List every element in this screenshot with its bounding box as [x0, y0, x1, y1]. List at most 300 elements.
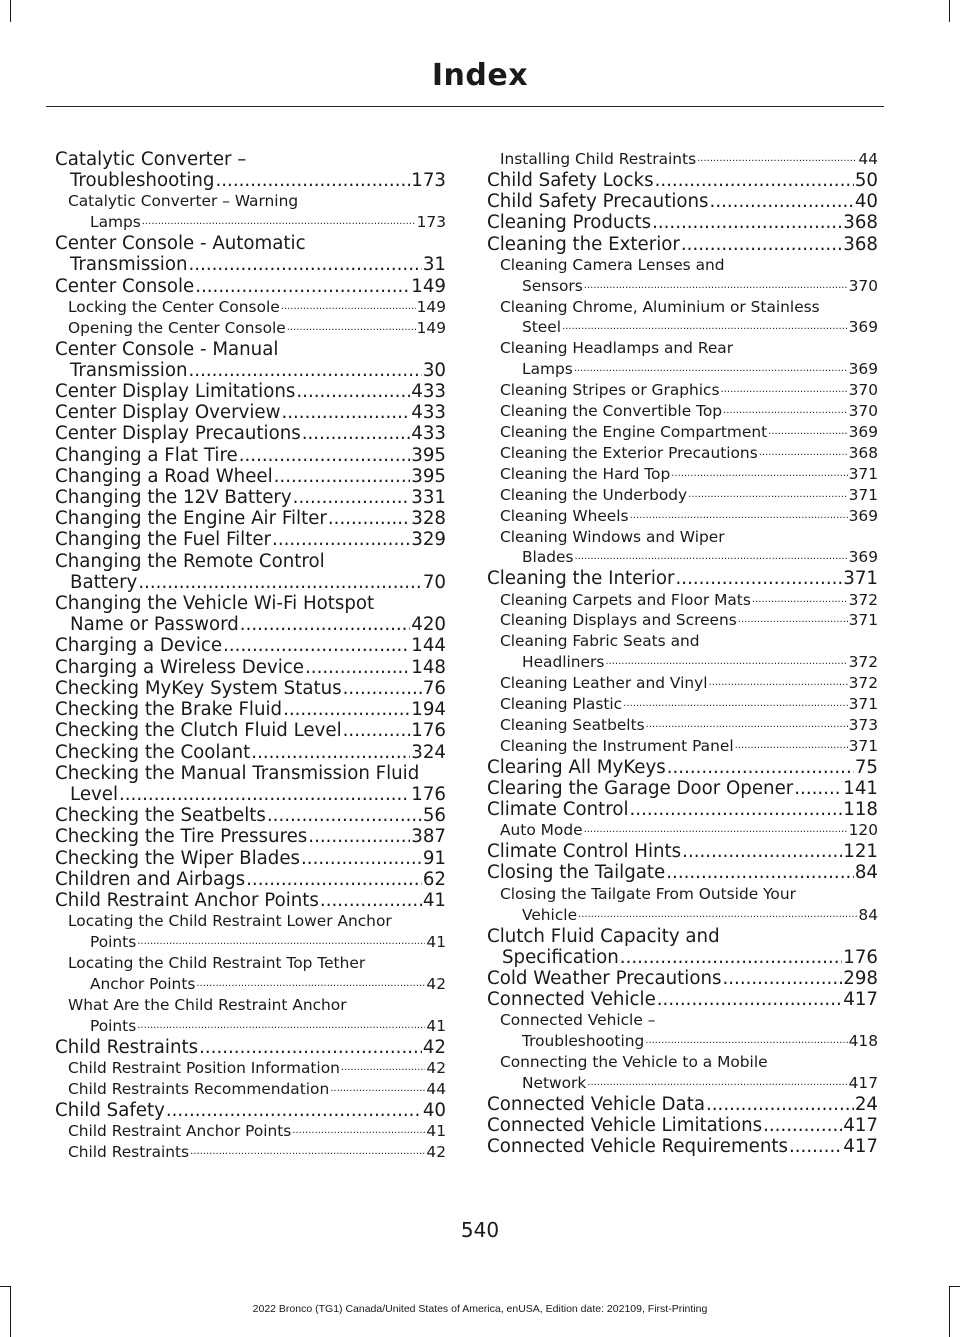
entry-page-number: 395: [411, 465, 446, 487]
entry-text: Center Display Limitations: [55, 381, 296, 403]
index-entry: [55, 445, 446, 466]
index-entry: [55, 276, 446, 297]
entry-page-number: 368: [843, 212, 878, 234]
dot-leader: [655, 170, 854, 191]
index-entry: [55, 657, 446, 678]
entry-text: Climate Control: [487, 799, 629, 821]
entry-text: Center Display Precautions: [55, 423, 301, 445]
index-entry: [487, 443, 878, 464]
entry-text: Cleaning Fabric Seats and: [500, 632, 700, 651]
index-entry: [487, 841, 878, 862]
entry-text: Cleaning the Exterior Precautions: [500, 443, 758, 462]
entry-text: Center Console - Manual: [55, 338, 279, 360]
entry-page-number: 84: [854, 862, 878, 884]
dot-leader: [657, 989, 843, 1010]
dot-leader: [768, 422, 847, 443]
entry-page-number: 369: [848, 422, 878, 441]
dot-leader: [189, 254, 422, 275]
entry-text: Opening the Center Console: [68, 318, 286, 337]
dot-leader: [251, 742, 410, 763]
entry-text: Cleaning Leather and Vinyl: [500, 674, 708, 693]
index-entry: [487, 1115, 878, 1136]
dot-leader: [697, 149, 857, 170]
index-entry: [487, 170, 878, 191]
index-entry: [55, 1100, 446, 1121]
index-entry: [55, 1058, 446, 1079]
entry-text: Cleaning Carpets and Floor Mats: [500, 590, 751, 609]
entry-text: Cleaning Chrome, Aluminium or Stainless: [500, 297, 820, 316]
dot-leader: [630, 506, 848, 527]
index-entry: [55, 763, 446, 805]
index-entry: [55, 635, 446, 656]
entry-page-number: 372: [848, 674, 878, 693]
entry-page-number: 329: [411, 529, 446, 551]
index-entry: [55, 1121, 446, 1142]
index-entry: [487, 1094, 878, 1115]
entry-text: Points: [90, 933, 137, 952]
entry-text: Lamps: [90, 213, 141, 232]
entry-page-number: 370: [848, 402, 878, 421]
dot-leader: [587, 1073, 847, 1094]
entry-page-number: 370: [848, 381, 878, 400]
index-entry: [487, 255, 878, 297]
index-entry: [487, 757, 878, 778]
dot-leader: [584, 276, 848, 297]
dot-leader: [630, 799, 843, 820]
index-entry: [487, 590, 878, 611]
dot-leader: [723, 401, 848, 422]
entry-text: Vehicle: [522, 905, 578, 924]
entry-text: Checking the Tire Pressures: [55, 826, 308, 848]
index-entry: [55, 911, 446, 953]
entry-page-number: 144: [411, 635, 446, 657]
entry-page-number: 41: [426, 1016, 446, 1035]
entry-text: Child Safety: [55, 1099, 165, 1121]
index-column-left: [55, 149, 446, 1163]
entry-text: Cleaning the Underbody: [500, 485, 688, 504]
entry-text: Child Restraints: [55, 1036, 199, 1058]
index-entry: [487, 989, 878, 1010]
entry-page-number: 31: [422, 254, 446, 276]
entry-text: Cleaning Plastic: [500, 695, 623, 714]
index-entry: [487, 968, 878, 989]
entry-page-number: 40: [422, 1099, 446, 1121]
index-entry: [55, 423, 446, 444]
entry-text: Child Restraint Position Information: [68, 1058, 340, 1077]
entry-text: Locating the Child Restraint Lower Anchor: [68, 912, 392, 931]
index-entry: [487, 820, 878, 841]
entry-text: Troubleshooting: [522, 1032, 645, 1051]
entry-text: Changing a Flat Tire: [55, 444, 238, 466]
entry-page-number: 44: [858, 150, 878, 168]
index-entry: [487, 212, 878, 233]
dot-leader: [138, 572, 422, 593]
dot-leader: [688, 485, 847, 506]
index-entry: [487, 464, 878, 485]
entry-page-number: 371: [848, 695, 878, 714]
entry-text: Center Console - Automatic: [55, 233, 306, 255]
entry-page-number: 41: [426, 933, 446, 952]
entry-text: Locating the Child Restraint Top Tether: [68, 953, 366, 972]
entry-page-number: 42: [426, 974, 446, 993]
entry-page-number: 433: [411, 381, 446, 403]
entry-text: Checking the Seatbelts: [55, 805, 266, 827]
entry-page-number: 120: [848, 821, 878, 840]
index-entry: [55, 848, 446, 869]
entry-text: Clearing the Garage Door Opener: [487, 777, 794, 799]
entry-page-number: 41: [422, 889, 446, 911]
entry-text: Cleaning Camera Lenses and: [500, 255, 725, 274]
dot-leader: [281, 297, 416, 318]
entry-page-number: 433: [411, 402, 446, 424]
entry-text: Specification: [502, 946, 619, 968]
entry-page-number: 369: [848, 360, 878, 379]
entry-text: Child Restraints: [68, 1142, 190, 1161]
entry-text: Catalytic Converter –: [55, 149, 247, 170]
dot-leader: [709, 673, 848, 694]
index-entry: [55, 720, 446, 741]
index-entry: [487, 527, 878, 569]
dot-leader: [682, 841, 842, 862]
entry-text: Cleaning Wheels: [500, 506, 629, 525]
dot-leader: [195, 276, 410, 297]
entry-page-number: 50: [854, 169, 878, 191]
index-entry: [55, 551, 446, 593]
entry-text: Connected Vehicle Requirements: [487, 1136, 788, 1158]
dot-leader: [189, 360, 422, 381]
dot-leader: [752, 590, 848, 611]
entry-text: Child Restraint Anchor Points: [68, 1121, 292, 1140]
crop-mark-bottom-right-h: [949, 1286, 960, 1287]
index-column-right: [487, 149, 878, 1158]
entry-page-number: 417: [848, 1074, 878, 1093]
dot-leader: [301, 848, 422, 869]
dot-leader: [620, 947, 843, 968]
entry-text: Closing the Tailgate From Outside Your: [500, 884, 796, 903]
crop-mark-top-left: [10, 0, 11, 22]
dot-leader: [287, 318, 416, 339]
entry-text: Cleaning Stripes or Graphics: [500, 381, 720, 400]
entry-page-number: 328: [411, 508, 446, 530]
entry-page-number: 62: [422, 868, 446, 890]
index-entry: [55, 339, 446, 381]
index-entry: [487, 191, 878, 212]
entry-page-number: 42: [426, 1058, 446, 1077]
entry-page-number: 371: [848, 485, 878, 504]
entry-text: Cleaning Displays and Screens: [500, 611, 737, 630]
entry-page-number: 418: [848, 1032, 878, 1051]
index-entry: [487, 610, 878, 631]
entry-text: Cleaning the Hard Top: [500, 464, 671, 483]
page-number: 540: [460, 1218, 500, 1242]
dot-leader: [652, 212, 842, 233]
entry-text: Changing the 12V Battery: [55, 487, 292, 509]
dot-leader: [302, 423, 411, 444]
dot-leader: [646, 715, 848, 736]
dot-leader: [794, 778, 842, 799]
entry-text: Cleaning the Convertible Top: [500, 402, 723, 421]
dot-leader: [645, 1031, 847, 1052]
entry-text: Connected Vehicle Data: [487, 1093, 705, 1115]
index-entry: [487, 338, 878, 380]
entry-text: Child Restraint Anchor Points: [55, 889, 319, 911]
entry-text: Checking the Coolant: [55, 741, 251, 763]
index-entry: [487, 673, 878, 694]
entry-page-number: 371: [848, 611, 878, 630]
index-entry: [487, 380, 878, 401]
dot-leader: [759, 443, 848, 464]
index-entry: [487, 736, 878, 757]
entry-page-number: 387: [411, 826, 446, 848]
entry-text: Cleaning Headlamps and Rear: [500, 339, 734, 358]
dot-leader: [574, 359, 848, 380]
entry-text: Connecting the Vehicle to a Mobile: [500, 1053, 768, 1072]
entry-page-number: 173: [411, 170, 446, 192]
entry-page-number: 70: [422, 571, 446, 593]
dot-leader: [763, 1115, 842, 1136]
dot-leader: [341, 1058, 426, 1079]
entry-page-number: 24: [854, 1093, 878, 1115]
entry-page-number: 30: [422, 359, 446, 381]
entry-text: Battery: [70, 571, 138, 593]
index-entry: [55, 805, 446, 826]
entry-text: Charging a Wireless Device: [55, 656, 304, 678]
entry-text: Child Restraints Recommendation: [68, 1079, 330, 1098]
entry-page-number: 369: [848, 548, 878, 567]
entry-text: Changing the Remote Control: [55, 550, 325, 572]
dot-leader: [722, 968, 842, 989]
entry-text: Level: [70, 783, 119, 805]
header-rule: [46, 106, 884, 107]
entry-text: Child Safety Locks: [487, 169, 654, 191]
entry-text: Changing the Vehicle Wi-Fi Hotspot: [55, 593, 375, 615]
entry-page-number: 298: [843, 967, 878, 989]
dot-leader: [190, 1142, 425, 1163]
dot-leader: [296, 381, 410, 402]
entry-page-number: 84: [858, 905, 878, 924]
entry-text: Transmission: [70, 254, 188, 276]
entry-text: Steel: [522, 318, 562, 337]
entry-text: Transmission: [70, 359, 188, 381]
entry-page-number: 173: [416, 213, 446, 232]
index-entry: [487, 799, 878, 820]
entry-text: Connected Vehicle: [487, 989, 656, 1011]
entry-page-number: 149: [411, 275, 446, 297]
entry-page-number: 56: [422, 805, 446, 827]
page-title: Index: [431, 58, 529, 93]
index-entry: [55, 191, 446, 233]
index-entry: [55, 402, 446, 423]
entry-text: Lamps: [522, 360, 573, 379]
dot-leader: [272, 529, 410, 550]
index-entry: [487, 506, 878, 527]
entry-page-number: 433: [411, 423, 446, 445]
dot-leader: [305, 657, 410, 678]
entry-page-number: 194: [411, 699, 446, 721]
entry-page-number: 324: [411, 741, 446, 763]
index-entry: [55, 826, 446, 847]
dot-leader: [293, 487, 411, 508]
entry-page-number: 76: [422, 677, 446, 699]
entry-page-number: 417: [843, 989, 878, 1011]
entry-text: Clearing All MyKeys: [487, 756, 666, 778]
entry-text: Headliners: [522, 653, 605, 672]
entry-page-number: 148: [411, 656, 446, 678]
entry-text: Anchor Points: [90, 974, 196, 993]
entry-page-number: 417: [843, 1115, 878, 1137]
dot-leader: [343, 678, 422, 699]
dot-leader: [223, 635, 410, 656]
index-entry: [55, 953, 446, 995]
index-entry: [55, 487, 446, 508]
entry-page-number: 371: [848, 736, 878, 755]
index-entry: [487, 715, 878, 736]
index-entry: [55, 529, 446, 550]
entry-text: Cleaning Windows and Wiper: [500, 527, 725, 546]
entry-text: Charging a Device: [55, 635, 223, 657]
index-entry: [487, 1136, 878, 1157]
entry-page-number: 369: [848, 506, 878, 525]
dot-leader: [735, 736, 848, 757]
dot-leader: [240, 614, 411, 635]
dot-leader: [671, 464, 847, 485]
dot-leader: [328, 508, 410, 529]
entry-text: Cleaning Products: [487, 212, 652, 234]
entry-page-number: 331: [411, 487, 446, 509]
index-entry: [487, 1052, 878, 1094]
entry-text: Cold Weather Precautions: [487, 967, 722, 989]
entry-text: Checking the Manual Transmission Fluid: [55, 762, 420, 784]
index-entry: [55, 742, 446, 763]
dot-leader: [320, 890, 422, 911]
dot-leader: [166, 1100, 422, 1121]
entry-text: Auto Mode: [500, 821, 583, 840]
index-entry: [55, 149, 446, 191]
dot-leader: [292, 1121, 425, 1142]
edition-footer: 2022 Bronco (TG1) Canada/United States of America, enUSA, Edition date: 202109, First-Printing: [252, 1303, 708, 1315]
entry-page-number: 149: [416, 297, 446, 316]
crop-mark-top-right: [949, 0, 950, 22]
entry-page-number: 40: [854, 191, 878, 213]
entry-text: Checking MyKey System Status: [55, 677, 342, 699]
dot-leader: [283, 699, 410, 720]
entry-text: Child Safety Precautions: [487, 191, 709, 213]
entry-text: Cleaning Seatbelts: [500, 715, 645, 734]
entry-page-number: 368: [848, 443, 878, 462]
entry-page-number: 41: [426, 1121, 446, 1140]
entry-text: Changing the Fuel Filter: [55, 529, 272, 551]
index-entry: [55, 318, 446, 339]
entry-page-number: 395: [411, 444, 446, 466]
entry-text: Blades: [522, 548, 574, 567]
dot-leader: [584, 820, 848, 841]
entry-page-number: 372: [848, 653, 878, 672]
entry-page-number: 121: [843, 841, 878, 863]
entry-text: Installing Child Restraints: [500, 150, 697, 168]
entry-text: Climate Control Hints: [487, 841, 682, 863]
dot-leader: [578, 905, 857, 926]
dot-leader: [196, 974, 425, 995]
dot-leader: [575, 547, 848, 568]
index-entry: [55, 678, 446, 699]
entry-page-number: 371: [843, 568, 878, 590]
index-entry: [55, 508, 446, 529]
index-entry: [487, 1010, 878, 1052]
entry-page-number: 373: [848, 715, 878, 734]
entry-text: Connected Vehicle –: [500, 1011, 656, 1030]
index-entry: [487, 297, 878, 339]
dot-leader: [681, 234, 842, 255]
dot-leader: [623, 694, 847, 715]
entry-text: Network: [522, 1074, 587, 1093]
index-entry: [487, 694, 878, 715]
index-entry: [55, 890, 446, 911]
entry-text: Center Display Overview: [55, 402, 281, 424]
entry-text: Checking the Clutch Fluid Level: [55, 720, 342, 742]
entry-text: Name or Password: [70, 614, 239, 636]
dot-leader: [789, 1136, 842, 1157]
dot-leader: [343, 720, 411, 741]
index-entry: [55, 593, 446, 635]
dot-leader: [267, 805, 422, 826]
dot-leader: [667, 757, 854, 778]
entry-page-number: 42: [422, 1036, 446, 1058]
entry-page-number: 118: [843, 799, 878, 821]
entry-page-number: 141: [843, 777, 878, 799]
entry-text: Connected Vehicle Limitations: [487, 1115, 763, 1137]
entry-page-number: 176: [843, 946, 878, 968]
entry-text: Troubleshooting: [70, 170, 215, 192]
dot-leader: [721, 380, 848, 401]
entry-page-number: 369: [848, 318, 878, 337]
index-entry: [487, 234, 878, 255]
entry-text: Locking the Center Console: [68, 297, 280, 316]
index-entry: [55, 869, 446, 890]
dot-leader: [308, 826, 410, 847]
entry-page-number: 42: [426, 1142, 446, 1161]
dot-leader: [119, 784, 410, 805]
entry-text: Cleaning the Instrument Panel: [500, 736, 734, 755]
entry-text: Sensors: [522, 276, 583, 295]
dot-leader: [215, 170, 410, 191]
index-entry: [487, 422, 878, 443]
dot-leader: [562, 317, 848, 338]
index-entry: [55, 1079, 446, 1100]
index-entry: [55, 1037, 446, 1058]
entry-page-number: 176: [411, 720, 446, 742]
dot-leader: [710, 191, 854, 212]
entry-page-number: 417: [843, 1136, 878, 1158]
dot-leader: [274, 466, 411, 487]
entry-text: Center Console: [55, 275, 195, 297]
entry-page-number: 371: [848, 464, 878, 483]
entry-page-number: 176: [411, 783, 446, 805]
index-entry: [487, 401, 878, 422]
index-entry: [487, 149, 878, 170]
entry-text: Clutch Fluid Capacity and: [487, 925, 720, 947]
dot-leader: [676, 568, 843, 589]
entry-text: Cleaning the Interior: [487, 568, 675, 590]
entry-page-number: 372: [848, 590, 878, 609]
index-entry: [55, 699, 446, 720]
entry-page-number: 75: [854, 756, 878, 778]
index-entry: [487, 862, 878, 883]
entry-page-number: 44: [426, 1079, 446, 1098]
entry-text: What Are the Child Restraint Anchor: [68, 995, 347, 1014]
index-entry: [487, 926, 878, 968]
entry-text: Checking the Wiper Blades: [55, 847, 300, 869]
dot-leader: [738, 610, 848, 631]
